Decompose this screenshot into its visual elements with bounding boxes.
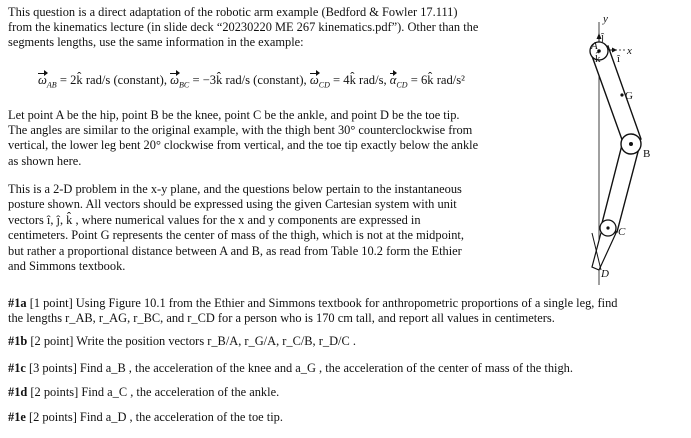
intro-line-3: segments lengths, use the same information in the example: [8, 35, 304, 50]
intro-paragraph [8, 5, 543, 51]
points-line-3: vertical, the lower leg bent 20° clockwise from vertical, and the toe tip exactly below the ankle [8, 138, 479, 153]
point-g-label: G [625, 90, 633, 102]
points-line-2: The angles are similar to the original example, with the thigh bent 30° counterclockwise from [8, 123, 473, 138]
omega-ab-symbol: ω [38, 73, 47, 87]
points-paragraph [8, 108, 543, 169]
question-1e-tag: #1e [8, 410, 26, 424]
joint-b-pin [629, 142, 633, 146]
question-1a [8, 296, 688, 326]
omega-cd-value: = 4k̂ rad/s, [333, 73, 387, 87]
leg-diagram [545, 0, 691, 290]
x-axis-label: x [627, 45, 632, 57]
points-line-4: as shown here. [8, 153, 82, 168]
problem-line-3: vectors î, ĵ, k̂ , where numerical values for the x and y components are expressed in [8, 212, 421, 227]
omega-cd-symbol: ω [309, 73, 319, 87]
lower-leg-link [601, 141, 639, 232]
i-arrow-head [612, 48, 617, 53]
question-1d-tag: #1d [8, 385, 28, 399]
problem-line-2: posture shown. All vectors should be expressed using the given Cartesian system with unit [8, 197, 457, 212]
y-axis-label: y [603, 13, 608, 25]
question-1e-text: [2 points] Find a_D , the acceleration of the toe tip. [25, 410, 283, 424]
omega-bc-symbol: ω [170, 73, 180, 87]
alpha-cd-value: = 6k̂ rad/s² [410, 73, 465, 87]
point-c-label: C [618, 226, 626, 238]
alpha-cd-symbol: α [389, 73, 397, 87]
question-1e [8, 410, 688, 425]
problem-paragraph [8, 182, 543, 274]
problem-line-5: but rather a proportional distance between A and B, as read from Table 10.2 form the Ethier [8, 243, 462, 258]
problem-line-1: This is a 2-D problem in the x-y plane, and the questions below pertain to the instantaneous [8, 182, 462, 196]
question-1c-tag: #1c [8, 361, 26, 375]
angular-velocity-equation: $\omega_{AB}$ = 2k̂ rad/s (constant), $\omega_{BC}$ = −3k̂ rad/s (constant), $\omega_{CD}$ = 4k̂ rad/s, $\alpha_{CD}$ = 6k̂ rad/s² [38, 73, 465, 90]
question-1c-text: [3 points] Find a_B , the acceleration of the knee and a_G , the acceleration of the center of mass of the thigh. [25, 361, 573, 375]
center-of-mass-g [620, 93, 623, 96]
question-1c [8, 361, 688, 376]
point-b-label: B [643, 148, 651, 160]
k-hat-label: k̂ [595, 53, 601, 65]
i-hat-label: î [617, 53, 621, 65]
points-line-1: Let point A be the hip, point B be the knee, point C be the ankle, and point D be the toe tip. [8, 108, 460, 122]
question-1a-text: [1 point] Using Figure 10.1 from the Ethier and Simmons textbook for anthropometric proportions of a single leg, find [26, 296, 618, 310]
question-1d [8, 385, 688, 400]
intro-line-1: This question is a direct adaptation of the robotic arm example (Bedford & Fowler 17.111) [8, 5, 458, 19]
question-1b [8, 334, 688, 349]
point-d-label: D [601, 268, 609, 280]
point-a-label: A [591, 40, 598, 52]
j-hat-label: ĵ [601, 31, 605, 43]
problem-line-4: centimeters. Point G represents the center of mass of the thigh, which is not at the midpoint, [8, 228, 464, 243]
omega-ab-value: = 2k̂ rad/s (constant), [59, 73, 167, 87]
question-1d-text: [2 points] Find a_C , the acceleration of the ankle. [27, 385, 280, 399]
question-1b-text: [2 point] Write the position vectors r_B/A, r_G/A, r_C/B, r_D/C . [27, 334, 356, 348]
leg-diagram-svg [545, 0, 691, 290]
question-1a-text-2: the lengths r_AB, r_AG, r_BC, and r_CD for a person who is 170 cm tall, and report all values in centimeters. [8, 311, 555, 326]
joint-c-pin [606, 226, 609, 229]
question-1a-tag: #1a [8, 296, 27, 310]
question-1b-tag: #1b [8, 334, 28, 348]
problem-line-6: and Simmons textbook. [8, 259, 126, 274]
intro-line-2: from the kinematics lecture (in slide deck “20230220 ME 267 kinematics.pdf”). Other than the [8, 20, 479, 35]
omega-bc-value: = −3k̂ rad/s (constant), [192, 73, 307, 87]
